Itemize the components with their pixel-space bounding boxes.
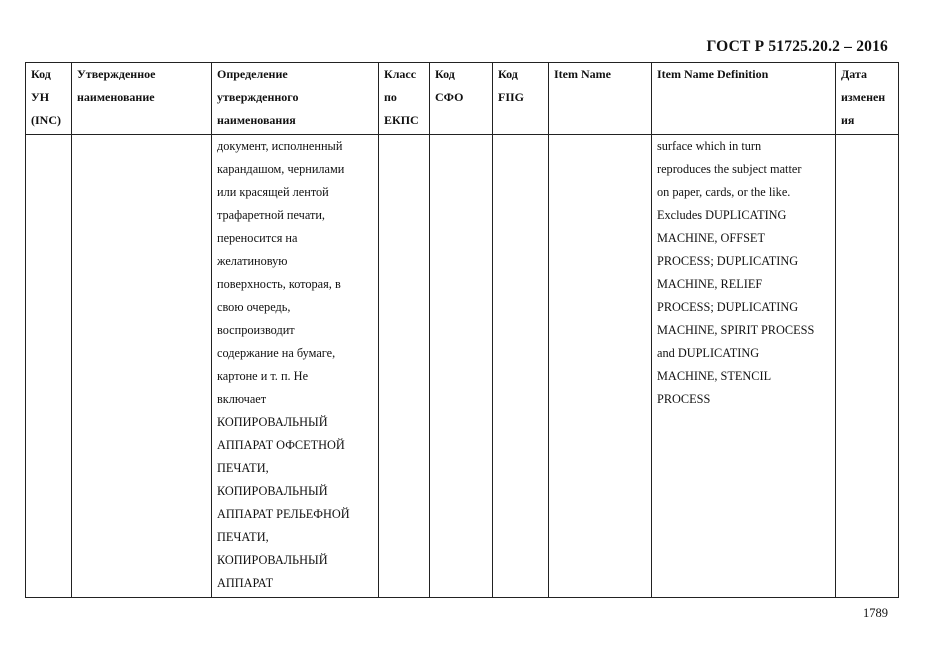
definition-line: включает bbox=[217, 392, 267, 406]
definition-line: воспроизводит bbox=[217, 323, 295, 337]
cell-item-name bbox=[549, 135, 652, 598]
column-header-line: Утвержденное bbox=[77, 67, 156, 81]
column-header-line: по bbox=[384, 90, 397, 104]
table-row bbox=[26, 135, 899, 598]
definition-line: картоне и т. п. Не bbox=[217, 369, 309, 383]
column-header-line: Item Name Definition bbox=[657, 67, 769, 81]
definition-line: PROCESS bbox=[657, 392, 711, 406]
column-header-line: Дата bbox=[841, 67, 867, 81]
column-header-line: Код bbox=[498, 67, 518, 81]
items-table bbox=[25, 62, 899, 598]
definition-line: свою очередь, bbox=[217, 300, 291, 314]
col-header-change-date bbox=[836, 63, 899, 135]
definition-line: MACHINE, SPIRIT PROCESS bbox=[657, 323, 815, 337]
cell-approved-name bbox=[72, 135, 212, 598]
col-header-item-name-definition bbox=[652, 63, 836, 135]
col-header-definition-ru bbox=[212, 63, 379, 135]
column-header-line: наименования bbox=[217, 113, 296, 127]
cell-fiig-code bbox=[493, 135, 549, 598]
definition-line: содержание на бумаге, bbox=[217, 346, 336, 360]
column-header-line: Определение bbox=[217, 67, 288, 81]
definition-line: and DUPLICATING bbox=[657, 346, 760, 360]
column-header-line: Класс bbox=[384, 67, 417, 81]
document-header: ГОСТ Р 51725.20.2 – 2016 bbox=[706, 38, 888, 55]
column-header-line: ЕКПС bbox=[384, 113, 419, 127]
col-header-fiig-code bbox=[493, 63, 549, 135]
cell-change-date bbox=[836, 135, 899, 598]
column-header-line: утвержденного bbox=[217, 90, 299, 104]
definition-line: АППАРАТ РЕЛЬЕФНОЙ bbox=[217, 507, 350, 521]
definition-line: MACHINE, OFFSET bbox=[657, 231, 765, 245]
definition-line: on paper, cards, or the like. bbox=[657, 185, 791, 199]
definition-line: АППАРАТ ОФСЕТНОЙ bbox=[217, 438, 345, 452]
definition-line: трафаретной печати, bbox=[217, 208, 326, 222]
column-header-line: Код bbox=[31, 67, 51, 81]
col-header-approved-name bbox=[72, 63, 212, 135]
definition-line: КОПИРОВАЛЬНЫЙ bbox=[217, 415, 328, 429]
column-header-line: СФО bbox=[435, 90, 464, 104]
definition-line: переносится на bbox=[217, 231, 298, 245]
column-header-line: ия bbox=[841, 113, 855, 127]
definition-line: ПЕЧАТИ, bbox=[217, 461, 269, 475]
definition-line: ПЕЧАТИ, bbox=[217, 530, 269, 544]
definition-line: reproduces the subject matter bbox=[657, 162, 802, 176]
table-header-row bbox=[26, 63, 899, 135]
definition-line: поверхность, которая, в bbox=[217, 277, 341, 291]
column-header-line: (INC) bbox=[31, 113, 61, 127]
page-number: 1789 bbox=[863, 606, 888, 620]
col-header-sfo-code bbox=[430, 63, 493, 135]
cell-ekps-class bbox=[379, 135, 430, 598]
cell-sfo-code bbox=[430, 135, 493, 598]
column-header-line: Item Name bbox=[554, 67, 611, 81]
definition-line: MACHINE, STENCIL bbox=[657, 369, 772, 383]
column-header-line: изменен bbox=[841, 90, 886, 104]
definition-line: КОПИРОВАЛЬНЫЙ bbox=[217, 484, 328, 498]
column-header-line: наименование bbox=[77, 90, 155, 104]
cell-inc bbox=[26, 135, 72, 598]
definition-line: или красящей лентой bbox=[217, 185, 329, 199]
definition-line: КОПИРОВАЛЬНЫЙ bbox=[217, 553, 328, 567]
definition-line: surface which in turn bbox=[657, 139, 762, 153]
column-header-line: Код bbox=[435, 67, 455, 81]
col-header-ekps-class bbox=[379, 63, 430, 135]
definition-line: карандашом, чернилами bbox=[217, 162, 345, 176]
definition-line: PROCESS; DUPLICATING bbox=[657, 300, 799, 314]
column-header-line: УН bbox=[31, 90, 50, 104]
col-header-inc bbox=[26, 63, 72, 135]
column-header-line: FIIG bbox=[498, 90, 525, 104]
cell-definition-ru bbox=[212, 135, 379, 598]
definition-line: документ, исполненный bbox=[217, 139, 343, 153]
cell-definition-en bbox=[652, 135, 836, 598]
col-header-item-name bbox=[549, 63, 652, 135]
definition-line: АППАРАТ bbox=[217, 576, 274, 590]
definition-line: желатиновую bbox=[217, 254, 288, 268]
definition-line: PROCESS; DUPLICATING bbox=[657, 254, 799, 268]
definition-line: MACHINE, RELIEF bbox=[657, 277, 763, 291]
definition-line: Excludes DUPLICATING bbox=[657, 208, 787, 222]
